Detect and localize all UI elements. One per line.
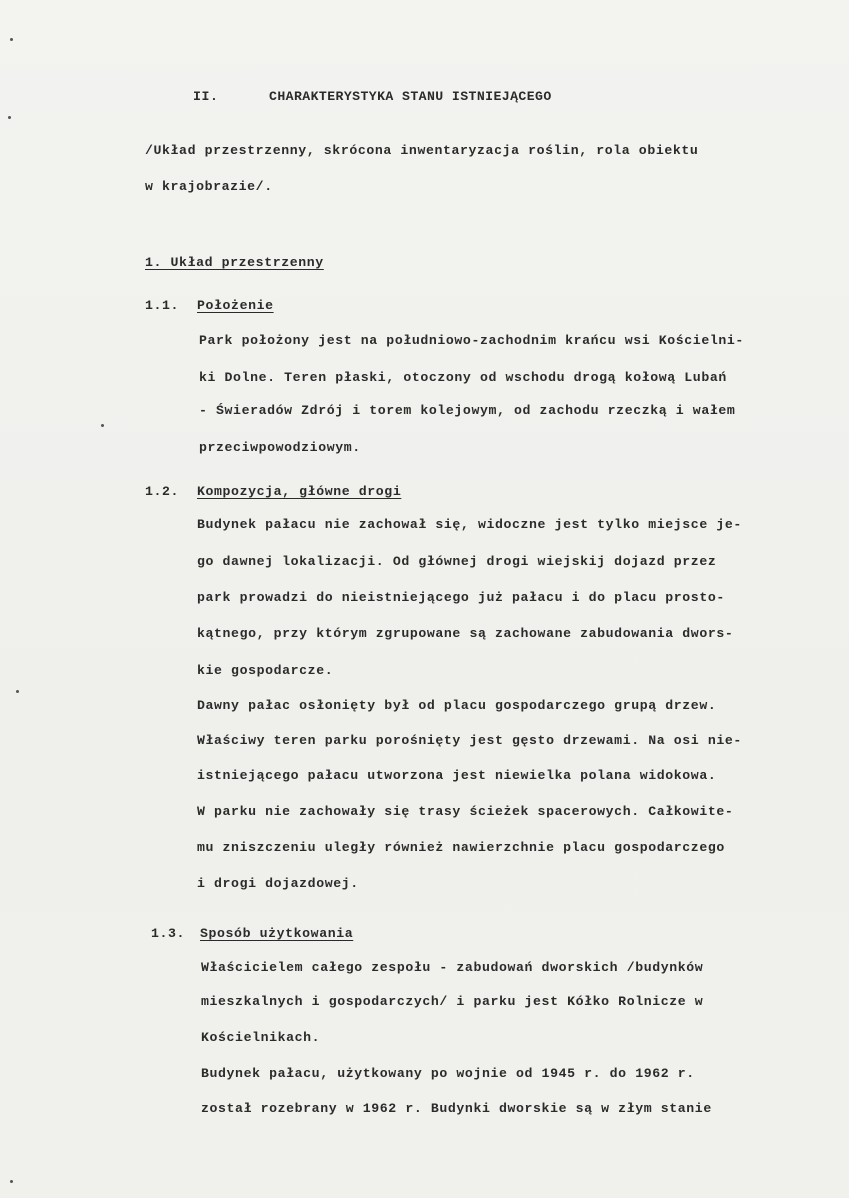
page-speck bbox=[8, 116, 11, 119]
paragraph-line: park prowadzi do nieistniejącego już pałacu i do placu prosto- bbox=[197, 590, 725, 605]
paragraph-line: Budynek pałacu nie zachował się, widoczne jest tylko miejsce je- bbox=[197, 517, 742, 532]
paragraph-line: Właściwy teren parku porośnięty jest gęsto drzewami. Na osi nie- bbox=[197, 733, 742, 748]
paragraph-line: W parku nie zachowały się trasy ścieżek spacerowych. Całkowite- bbox=[197, 804, 734, 819]
page-speck bbox=[101, 424, 104, 427]
subsection-number: 1.3. bbox=[151, 926, 186, 941]
subsection-number: 1.2. bbox=[145, 484, 180, 499]
document-heading: CHARAKTERYSTYKA STANU ISTNIEJĄCEGO bbox=[269, 89, 552, 104]
paragraph-line: mu zniszczeniu uległy również nawierzchnie placu gospodarczego bbox=[197, 840, 725, 855]
paragraph-line: kątnego, przy którym zgrupowane są zachowane zabudowania dwors- bbox=[197, 626, 734, 641]
subsection-title: Sposób użytkowania bbox=[200, 926, 354, 941]
section-title: 1. Układ przestrzenny bbox=[145, 255, 324, 270]
paragraph-line: Park położony jest na południowo-zachodnim krańcu wsi Kościelni- bbox=[199, 333, 744, 348]
page-speck bbox=[10, 1180, 13, 1183]
paragraph-line: mieszkalnych i gospodarczych/ i parku jest Kółko Rolnicze w bbox=[201, 994, 704, 1009]
paragraph-line: został rozebrany w 1962 r. Budynki dworskie są w złym stanie bbox=[201, 1101, 712, 1116]
intro-line: w krajobrazie/. bbox=[145, 179, 273, 194]
subsection-number: 1.1. bbox=[145, 298, 180, 313]
paragraph-line: Właścicielem całego zespołu - zabudowań dworskich /budynków bbox=[201, 960, 704, 975]
paragraph-line: przeciwpowodziowym. bbox=[199, 440, 361, 455]
paragraph-line: ki Dolne. Teren płaski, otoczony od wschodu drogą kołową Lubań bbox=[199, 370, 727, 385]
page-speck bbox=[16, 690, 19, 693]
paragraph-line: kie gospodarcze. bbox=[197, 663, 334, 678]
paragraph-line: Dawny pałac osłonięty był od placu gospodarczego grupą drzew. bbox=[197, 698, 717, 713]
paragraph-line: i drogi dojazdowej. bbox=[197, 876, 359, 891]
paragraph-line: go dawnej lokalizacji. Od głównej drogi wiejskij dojazd przez bbox=[197, 554, 717, 569]
page-speck bbox=[10, 38, 13, 41]
section-number: II. bbox=[193, 89, 219, 104]
subsection-title: Kompozycja, główne drogi bbox=[197, 484, 402, 499]
paragraph-line: istniejącego pałacu utworzona jest niewielka polana widokowa. bbox=[197, 768, 717, 783]
paragraph-line: Kościelnikach. bbox=[201, 1030, 321, 1045]
paragraph-line: Budynek pałacu, użytkowany po wojnie od 1945 r. do 1962 r. bbox=[201, 1066, 695, 1081]
intro-line: /Układ przestrzenny, skrócona inwentaryzacja roślin, rola obiektu bbox=[145, 143, 699, 158]
paragraph-line: - Świeradów Zdrój i torem kolejowym, od zachodu rzeczką i wałem bbox=[199, 403, 736, 418]
subsection-title: Położenie bbox=[197, 298, 274, 313]
